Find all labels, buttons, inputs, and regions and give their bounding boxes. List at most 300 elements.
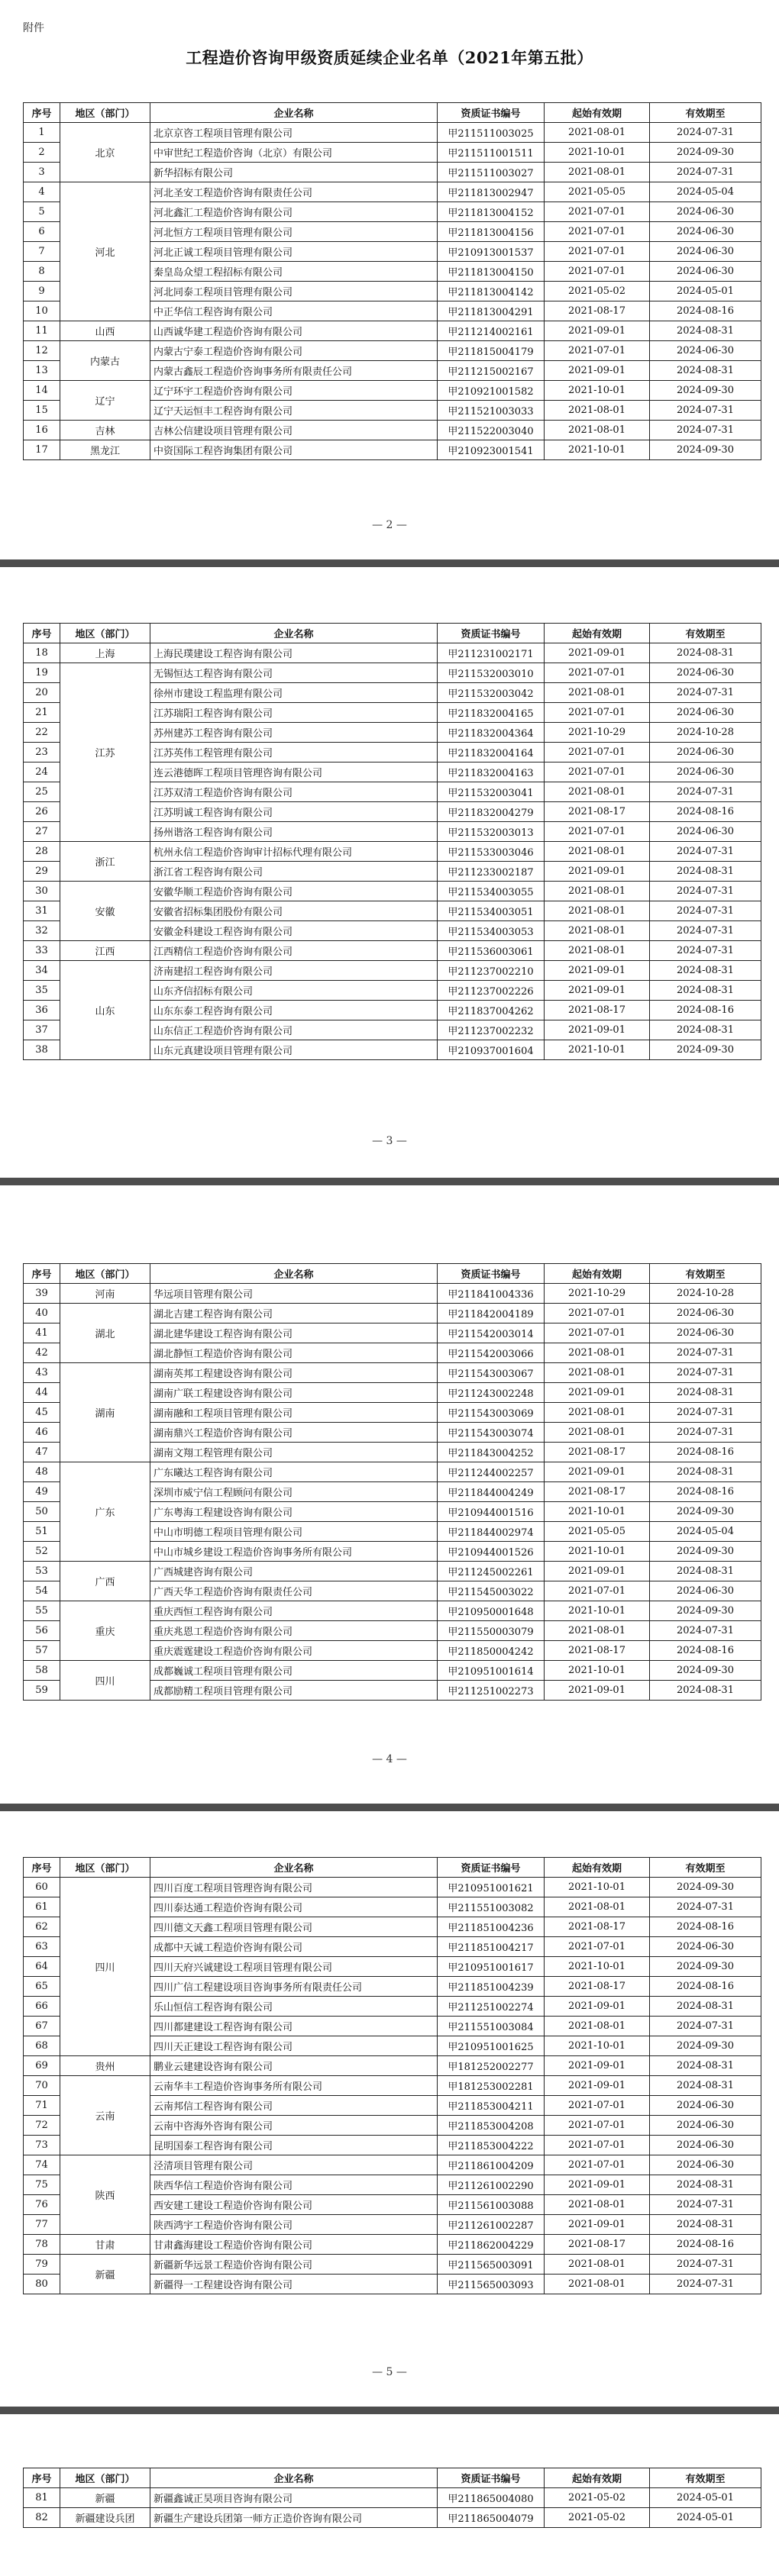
valid-from: 2021-05-02 — [545, 282, 650, 301]
certificate-number: 甲211532003042 — [438, 683, 545, 703]
valid-until: 2024-06-30 — [650, 1304, 761, 1323]
valid-until: 2024-08-31 — [650, 1020, 761, 1040]
valid-until: 2024-08-16 — [650, 1443, 761, 1462]
valid-from: 2021-09-01 — [545, 1562, 650, 1581]
valid-until: 2024-07-31 — [650, 2255, 761, 2275]
certificate-number: 甲211853004222 — [438, 2136, 545, 2155]
row-number: 42 — [24, 1343, 60, 1363]
valid-until: 2024-06-30 — [650, 2136, 761, 2155]
valid-until: 2024-09-30 — [650, 1957, 761, 1977]
valid-from: 2021-07-01 — [545, 2155, 650, 2175]
company-name: 四川百度工程项目管理咨询有限公司 — [150, 1878, 438, 1897]
row-number: 66 — [24, 1997, 60, 2017]
company-name: 广西城建咨询有限公司 — [150, 1562, 438, 1581]
valid-until: 2024-08-31 — [650, 961, 761, 981]
company-name: 广西天华工程造价咨询有限责任公司 — [150, 1581, 438, 1601]
company-name: 深圳市威宁信工程顾问有限公司 — [150, 1482, 438, 1502]
certificate-number: 甲210944001526 — [438, 1542, 545, 1562]
valid-from: 2021-10-01 — [545, 1601, 650, 1621]
row-number: 27 — [24, 822, 60, 842]
valid-from: 2021-07-01 — [545, 1581, 650, 1601]
header-col-start: 起始有效期 — [545, 2468, 650, 2488]
table-row — [24, 2076, 761, 2096]
company-name: 四川天正建设工程咨询有限公司 — [150, 2036, 438, 2056]
header-col-end: 有效期至 — [650, 624, 761, 643]
valid-until: 2024-06-30 — [650, 762, 761, 782]
table-header-row — [24, 103, 761, 123]
valid-from: 2021-08-01 — [545, 901, 650, 921]
table-row — [24, 1601, 761, 1621]
row-number: 48 — [24, 1462, 60, 1482]
company-name: 山东东泰工程咨询有限公司 — [150, 1001, 438, 1020]
region-cell: 辽宁 — [60, 381, 150, 421]
row-number: 74 — [24, 2155, 60, 2175]
company-name: 山西诚华建工程造价咨询有限公司 — [150, 321, 438, 341]
table-row — [24, 842, 761, 862]
valid-until: 2024-06-30 — [650, 242, 761, 262]
valid-from: 2021-08-01 — [545, 1897, 650, 1917]
company-name: 连云港德晖工程项目管理咨询有限公司 — [150, 762, 438, 782]
valid-until: 2024-08-31 — [650, 1383, 761, 1403]
certificate-number: 甲211862004229 — [438, 2235, 545, 2255]
header-col-cert: 资质证书编号 — [438, 1264, 545, 1284]
region-cell: 广东 — [60, 1462, 150, 1562]
valid-from: 2021-08-01 — [545, 2255, 650, 2275]
row-number: 6 — [24, 222, 60, 242]
table-row — [24, 440, 761, 460]
valid-from: 2021-09-01 — [545, 961, 650, 981]
company-name: 广东曦达工程咨询有限公司 — [150, 1462, 438, 1482]
certificate-number: 甲211251002274 — [438, 1997, 545, 2017]
valid-until: 2024-08-31 — [650, 2215, 761, 2235]
row-number: 53 — [24, 1562, 60, 1581]
row-number: 21 — [24, 703, 60, 723]
valid-until: 2024-09-30 — [650, 1878, 761, 1897]
header-col-no: 序号 — [24, 1858, 60, 1878]
row-number: 61 — [24, 1897, 60, 1917]
region-cell: 四川 — [60, 1878, 150, 2056]
valid-from: 2021-07-01 — [545, 822, 650, 842]
company-name: 重庆西恒工程咨询有限公司 — [150, 1601, 438, 1621]
valid-from: 2021-07-01 — [545, 202, 650, 222]
company-name: 新华招标有限公司 — [150, 163, 438, 182]
company-name: 上海民璞建设工程咨询有限公司 — [150, 643, 438, 663]
valid-from: 2021-08-01 — [545, 882, 650, 901]
header-col-cert: 资质证书编号 — [438, 1858, 545, 1878]
row-number: 13 — [24, 361, 60, 381]
certificate-number: 甲211844004249 — [438, 1482, 545, 1502]
valid-until: 2024-07-31 — [650, 1363, 761, 1383]
valid-until: 2024-10-28 — [650, 1284, 761, 1304]
row-number: 32 — [24, 921, 60, 941]
certificate-number: 甲211532003041 — [438, 782, 545, 802]
row-number: 54 — [24, 1581, 60, 1601]
certificate-number: 甲211261002287 — [438, 2215, 545, 2235]
valid-from: 2021-08-01 — [545, 2017, 650, 2036]
valid-until: 2024-08-16 — [650, 1001, 761, 1020]
header-col-cert: 资质证书编号 — [438, 103, 545, 123]
certificate-number: 甲211543003067 — [438, 1363, 545, 1383]
header-col-company: 企业名称 — [150, 103, 438, 123]
valid-until: 2024-07-31 — [650, 683, 761, 703]
row-number: 51 — [24, 1522, 60, 1542]
certificate-number: 甲181253002281 — [438, 2076, 545, 2096]
valid-until: 2024-08-31 — [650, 1462, 761, 1482]
header-col-company: 企业名称 — [150, 624, 438, 643]
row-number: 45 — [24, 1403, 60, 1423]
company-name: 湖南广联工程建设咨询有限公司 — [150, 1383, 438, 1403]
page-separator — [0, 559, 779, 567]
certificate-number: 甲211215002167 — [438, 361, 545, 381]
valid-until: 2024-09-30 — [650, 1040, 761, 1060]
valid-until: 2024-07-31 — [650, 882, 761, 901]
company-name: 秦皇岛众望工程招标有限公司 — [150, 262, 438, 282]
row-number: 23 — [24, 743, 60, 762]
header-col-start: 起始有效期 — [545, 624, 650, 643]
header-col-company: 企业名称 — [150, 1858, 438, 1878]
table-header-row — [24, 2468, 761, 2488]
valid-until: 2024-07-31 — [650, 2275, 761, 2294]
valid-until: 2024-07-31 — [650, 163, 761, 182]
valid-from: 2021-08-01 — [545, 1363, 650, 1383]
certificate-number: 甲211843004252 — [438, 1443, 545, 1462]
company-name: 中山市城乡建设工程造价咨询事务所有限公司 — [150, 1542, 438, 1562]
valid-until: 2024-08-31 — [650, 643, 761, 663]
valid-from: 2021-10-01 — [545, 2036, 650, 2056]
header-col-start: 起始有效期 — [545, 1858, 650, 1878]
company-name: 新疆生产建设兵团第一师方正造价咨询有限公司 — [150, 2508, 438, 2528]
region-cell: 甘肃 — [60, 2235, 150, 2255]
certificate-number: 甲211853004211 — [438, 2096, 545, 2116]
row-number: 19 — [24, 663, 60, 683]
region-cell: 安徽 — [60, 882, 150, 941]
certificate-number: 甲211521003033 — [438, 401, 545, 421]
valid-from: 2021-08-17 — [545, 1443, 650, 1462]
valid-until: 2024-06-30 — [650, 341, 761, 361]
company-name: 安徽金科建设工程咨询有限公司 — [150, 921, 438, 941]
certificate-number: 甲211565003091 — [438, 2255, 545, 2275]
valid-until: 2024-09-30 — [650, 143, 761, 163]
table-header-row — [24, 1264, 761, 1284]
certificate-number: 甲211813004156 — [438, 222, 545, 242]
row-number: 46 — [24, 1423, 60, 1443]
certificate-number: 甲211851004236 — [438, 1917, 545, 1937]
row-number: 9 — [24, 282, 60, 301]
certificate-number: 甲211522003040 — [438, 421, 545, 440]
certificate-number: 甲211244002257 — [438, 1462, 545, 1482]
page-number: — 5 — — [372, 2366, 407, 2378]
header-col-region: 地区（部门） — [60, 1858, 150, 1878]
row-number: 80 — [24, 2275, 60, 2294]
valid-from: 2021-09-01 — [545, 1383, 650, 1403]
valid-until: 2024-06-30 — [650, 1581, 761, 1601]
table-row — [24, 1661, 761, 1681]
table-row — [24, 341, 761, 361]
row-number: 18 — [24, 643, 60, 663]
valid-until: 2024-05-01 — [650, 2488, 761, 2508]
row-number: 15 — [24, 401, 60, 421]
certificate-number: 甲211545003022 — [438, 1581, 545, 1601]
valid-until: 2024-09-30 — [650, 381, 761, 401]
row-number: 77 — [24, 2215, 60, 2235]
company-name: 四川天府兴诚建设工程项目管理有限公司 — [150, 1957, 438, 1977]
row-number: 79 — [24, 2255, 60, 2275]
table-row — [24, 2508, 761, 2528]
certificate-number: 甲211813004142 — [438, 282, 545, 301]
company-name: 昆明国泰工程咨询有限公司 — [150, 2136, 438, 2155]
table-row — [24, 2235, 761, 2255]
valid-from: 2021-09-01 — [545, 1020, 650, 1040]
region-cell: 新疆 — [60, 2255, 150, 2294]
company-name: 广东粤海工程建设咨询有限公司 — [150, 1502, 438, 1522]
certificate-number: 甲211853004208 — [438, 2116, 545, 2136]
company-name: 西安建工建设工程造价咨询有限公司 — [150, 2195, 438, 2215]
certificate-number: 甲211542003066 — [438, 1343, 545, 1363]
certificate-number: 甲210944001516 — [438, 1502, 545, 1522]
certificate-number: 甲211551003084 — [438, 2017, 545, 2036]
certificate-number: 甲211536003061 — [438, 941, 545, 961]
page-number: — 3 — — [372, 1135, 407, 1147]
row-number: 43 — [24, 1363, 60, 1383]
company-name: 中资国际工程咨询集团有限公司 — [150, 440, 438, 460]
table-row — [24, 1284, 761, 1304]
region-cell: 新疆建设兵团 — [60, 2508, 150, 2528]
row-number: 36 — [24, 1001, 60, 1020]
company-name: 陕西鸿宇工程造价咨询有限公司 — [150, 2215, 438, 2235]
valid-until: 2024-06-30 — [650, 822, 761, 842]
table-row — [24, 1878, 761, 1897]
valid-from: 2021-08-01 — [545, 921, 650, 941]
certificate-number: 甲211844002974 — [438, 1522, 545, 1542]
company-name: 湖北建华建设工程咨询有限公司 — [150, 1323, 438, 1343]
header-col-end: 有效期至 — [650, 2468, 761, 2488]
valid-from: 2021-09-01 — [545, 2076, 650, 2096]
row-number: 34 — [24, 961, 60, 981]
valid-until: 2024-09-30 — [650, 440, 761, 460]
valid-until: 2024-08-31 — [650, 2056, 761, 2076]
table-row — [24, 643, 761, 663]
company-name: 陕西华信工程造价咨询有限公司 — [150, 2175, 438, 2195]
certificate-number: 甲211261002290 — [438, 2175, 545, 2195]
valid-from: 2021-08-17 — [545, 1977, 650, 1997]
row-number: 41 — [24, 1323, 60, 1343]
valid-until: 2024-06-30 — [650, 202, 761, 222]
valid-from: 2021-09-01 — [545, 2175, 650, 2195]
row-number: 28 — [24, 842, 60, 862]
region-cell: 湖南 — [60, 1363, 150, 1462]
company-name: 辽宁天运恒丰工程咨询有限公司 — [150, 401, 438, 421]
valid-from: 2021-09-01 — [545, 361, 650, 381]
valid-until: 2024-08-31 — [650, 2175, 761, 2195]
row-number: 25 — [24, 782, 60, 802]
region-cell: 贵州 — [60, 2056, 150, 2076]
row-number: 39 — [24, 1284, 60, 1304]
row-number: 11 — [24, 321, 60, 341]
valid-from: 2021-07-01 — [545, 262, 650, 282]
certificate-number: 甲211231002171 — [438, 643, 545, 663]
table-row — [24, 663, 761, 683]
company-name: 湖南鼎兴工程造价咨询有限公司 — [150, 1423, 438, 1443]
valid-from: 2021-08-01 — [545, 683, 650, 703]
valid-from: 2021-07-01 — [545, 2096, 650, 2116]
company-name: 苏州建苏工程咨询有限公司 — [150, 723, 438, 743]
valid-from: 2021-07-01 — [545, 1304, 650, 1323]
company-name: 安徽省招标集团股份有限公司 — [150, 901, 438, 921]
certificate-number: 甲210951001617 — [438, 1957, 545, 1977]
certificate-number: 甲210923001541 — [438, 440, 545, 460]
row-number: 35 — [24, 981, 60, 1001]
certificate-number: 甲211534003051 — [438, 901, 545, 921]
company-name: 甘肃鑫海建设工程造价咨询有限公司 — [150, 2235, 438, 2255]
valid-from: 2021-08-01 — [545, 163, 650, 182]
row-number: 24 — [24, 762, 60, 782]
row-number: 69 — [24, 2056, 60, 2076]
valid-from: 2021-09-01 — [545, 1681, 650, 1701]
certificate-number: 甲211251002273 — [438, 1681, 545, 1701]
valid-until: 2024-07-31 — [650, 1621, 761, 1641]
region-cell: 陕西 — [60, 2155, 150, 2235]
valid-until: 2024-06-30 — [650, 2096, 761, 2116]
certificate-number: 甲211851004239 — [438, 1977, 545, 1997]
table-row — [24, 381, 761, 401]
valid-until: 2024-07-31 — [650, 123, 761, 143]
company-name: 江苏双清工程造价咨询有限公司 — [150, 782, 438, 802]
certificate-number: 甲211534003053 — [438, 921, 545, 941]
valid-from: 2021-08-17 — [545, 1917, 650, 1937]
valid-from: 2021-10-01 — [545, 1040, 650, 1060]
header-col-no: 序号 — [24, 103, 60, 123]
company-name: 无锡恒达工程咨询有限公司 — [150, 663, 438, 683]
table-row — [24, 1304, 761, 1323]
attachment-label: 附件 — [23, 22, 44, 34]
certificate-number: 甲211511003027 — [438, 163, 545, 182]
certificate-number: 甲211865004079 — [438, 2508, 545, 2528]
row-number: 40 — [24, 1304, 60, 1323]
certificate-number: 甲211813004291 — [438, 301, 545, 321]
region-cell: 江西 — [60, 941, 150, 961]
certificate-number: 甲211813004150 — [438, 262, 545, 282]
company-name: 江西精信工程造价咨询有限公司 — [150, 941, 438, 961]
region-cell: 浙江 — [60, 842, 150, 882]
certificate-number: 甲211832004163 — [438, 762, 545, 782]
row-number: 57 — [24, 1641, 60, 1661]
valid-from: 2021-08-17 — [545, 1482, 650, 1502]
company-name: 河北同泰工程项目管理有限公司 — [150, 282, 438, 301]
certificate-number: 甲211237002232 — [438, 1020, 545, 1040]
valid-from: 2021-05-05 — [545, 182, 650, 202]
company-name: 乐山恒信工程咨询有限公司 — [150, 1997, 438, 2017]
row-number: 4 — [24, 182, 60, 202]
company-name: 山东元真建设项目管理有限公司 — [150, 1040, 438, 1060]
table-header-row — [24, 624, 761, 643]
company-name: 徐州市建设工程监理有限公司 — [150, 683, 438, 703]
valid-from: 2021-10-01 — [545, 143, 650, 163]
valid-until: 2024-05-04 — [650, 182, 761, 202]
company-name: 杭州永信工程造价咨询审计招标代理有限公司 — [150, 842, 438, 862]
row-number: 30 — [24, 882, 60, 901]
company-name: 中正华信工程咨询有限公司 — [150, 301, 438, 321]
valid-until: 2024-06-30 — [650, 262, 761, 282]
company-name: 吉林公信建设项目管理有限公司 — [150, 421, 438, 440]
company-name: 河北鑫汇工程造价咨询有限公司 — [150, 202, 438, 222]
valid-until: 2024-08-31 — [650, 2076, 761, 2096]
row-number: 70 — [24, 2076, 60, 2096]
row-number: 63 — [24, 1937, 60, 1957]
company-name: 云南邦信工程咨询有限公司 — [150, 2096, 438, 2116]
row-number: 81 — [24, 2488, 60, 2508]
region-cell: 黑龙江 — [60, 440, 150, 460]
row-number: 17 — [24, 440, 60, 460]
company-name: 辽宁环宇工程造价咨询有限公司 — [150, 381, 438, 401]
company-name: 湖北吉建工程咨询有限公司 — [150, 1304, 438, 1323]
row-number: 82 — [24, 2508, 60, 2528]
valid-until: 2024-05-01 — [650, 282, 761, 301]
valid-from: 2021-08-01 — [545, 2195, 650, 2215]
header-col-company: 企业名称 — [150, 2468, 438, 2488]
valid-until: 2024-08-16 — [650, 1917, 761, 1937]
row-number: 75 — [24, 2175, 60, 2195]
certificate-number: 甲210921001582 — [438, 381, 545, 401]
valid-from: 2021-09-01 — [545, 2215, 650, 2235]
certificate-number: 甲211532003013 — [438, 822, 545, 842]
certificate-number: 甲211550003079 — [438, 1621, 545, 1641]
certificate-number: 甲211815004179 — [438, 341, 545, 361]
valid-from: 2021-10-29 — [545, 723, 650, 743]
company-name: 内蒙古鑫辰工程造价咨询事务所有限责任公司 — [150, 361, 438, 381]
valid-from: 2021-09-01 — [545, 2056, 650, 2076]
valid-from: 2021-10-01 — [545, 1661, 650, 1681]
company-name: 内蒙古宁泰工程造价咨询有限公司 — [150, 341, 438, 361]
row-number: 5 — [24, 202, 60, 222]
row-number: 31 — [24, 901, 60, 921]
certificate-number: 甲211214002161 — [438, 321, 545, 341]
header-col-start: 起始有效期 — [545, 103, 650, 123]
region-cell: 江苏 — [60, 663, 150, 842]
header-col-region: 地区（部门） — [60, 1264, 150, 1284]
valid-from: 2021-07-01 — [545, 2136, 650, 2155]
valid-until: 2024-08-16 — [650, 2235, 761, 2255]
valid-until: 2024-06-30 — [650, 222, 761, 242]
company-name: 鹏业云建建设咨询有限公司 — [150, 2056, 438, 2076]
table-row — [24, 2056, 761, 2076]
row-number: 60 — [24, 1878, 60, 1897]
valid-until: 2024-08-31 — [650, 1997, 761, 2017]
valid-from: 2021-07-01 — [545, 341, 650, 361]
valid-until: 2024-08-16 — [650, 1977, 761, 1997]
valid-from: 2021-08-01 — [545, 421, 650, 440]
certificate-number: 甲211861004209 — [438, 2155, 545, 2175]
row-number: 26 — [24, 802, 60, 822]
certificate-number: 甲211832004364 — [438, 723, 545, 743]
valid-from: 2021-08-01 — [545, 2275, 650, 2294]
valid-until: 2024-06-30 — [650, 1937, 761, 1957]
company-name: 四川都建建设工程咨询有限公司 — [150, 2017, 438, 2036]
header-col-company: 企业名称 — [150, 1264, 438, 1284]
valid-until: 2024-08-31 — [650, 1562, 761, 1581]
certificate-number: 甲211245002261 — [438, 1562, 545, 1581]
company-name: 重庆兆恩工程造价咨询有限公司 — [150, 1621, 438, 1641]
company-name: 山东信正工程造价咨询有限公司 — [150, 1020, 438, 1040]
valid-until: 2024-09-30 — [650, 1542, 761, 1562]
valid-until: 2024-08-16 — [650, 1482, 761, 1502]
row-number: 44 — [24, 1383, 60, 1403]
row-number: 29 — [24, 862, 60, 882]
valid-until: 2024-07-31 — [650, 901, 761, 921]
valid-from: 2021-10-01 — [545, 1502, 650, 1522]
certificate-number: 甲211842004189 — [438, 1304, 545, 1323]
row-number: 76 — [24, 2195, 60, 2215]
valid-until: 2024-07-31 — [650, 421, 761, 440]
